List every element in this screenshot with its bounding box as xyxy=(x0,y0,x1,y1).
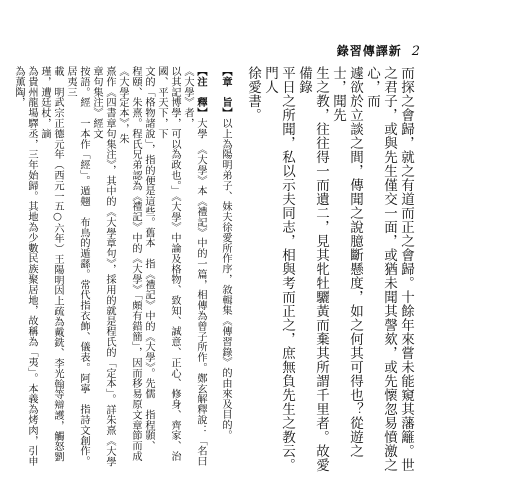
main-text-column: 生之教，往往得一而遺二，見其牝牡驪黃而棄其所謂千里者。故愛備錄 xyxy=(296,66,329,472)
notes-line xyxy=(181,66,207,476)
notes-line: 載 明武宗正德元年（西元一五○六年）王陽明因上疏為戴銑、李光翰等辯護，觸怒劉瑾，遭廷杖，謫 xyxy=(39,66,63,462)
notes-line: 以其記博學，可以為政也。」《大學》中論及格物、致知、誠意、正心、修身、齊家、治國、平天下，下 xyxy=(156,66,180,462)
notes-line: 文的「格物諸說」，指的便是這些。舊本 指《禮記》中的《大學》。先儒 指程顥、 xyxy=(143,66,154,451)
zhangzhi-text: 以上為陽明弟子、妹夫徐愛所作序，敘輯集《傳習錄》的由來及目的。 xyxy=(220,118,231,441)
main-text-column: 遽欲於立談之間，傳聞之說臆斷懸度，如之何其可得也？從遊之士，聞先 xyxy=(330,66,363,458)
notes-label: 【注 釋】 xyxy=(195,66,206,118)
page-number: 2 xyxy=(411,44,420,59)
main-text-column: 徐愛書。 xyxy=(245,66,261,122)
zhangzhi-label: 【章 旨】 xyxy=(220,66,231,118)
notes-text: 大學 《大學》本《禮記》中的一篇，相傳為曾子所作。鄭玄解釋說：「名曰《大學》者， xyxy=(182,66,206,467)
notes-line: 為貴州龍場驛丞，三年始歸。其地為少數民族聚居地，故稱為「夷」。本義為烤肉，引申為薰陶， xyxy=(13,66,37,467)
notes-line: 按語。經 一本作「經」。遁翹 布鳥的遁繇。常代指衣飾、儀表。阿寧 指詩文創作。居夷三 xyxy=(65,66,89,467)
notes-line: 熹作《四書章句集注》，其中的《大學章句》，採用的就是程氏的「定本」。詳朱熹《大學章句集注》經文 xyxy=(91,66,115,467)
zhangzhi-section xyxy=(219,66,232,476)
notes-line: 程頤、朱熹。程氏兄弟認為《禮記》中的《大學》「頗有錯簡」，因而移易原文章節而成《大學定本》，朱 xyxy=(117,66,141,462)
main-text-column: 平日之所聞，私以示夫同志，相與考而正之，庶無負先生之教云。門人 xyxy=(262,66,295,472)
main-text-column: 而探之會歸，就之有道而正之會歸。十餘年來嘗未能窺其藩籬。世 xyxy=(398,66,414,472)
running-title: 錄習傳譯新 xyxy=(336,44,402,58)
page-header xyxy=(330,42,420,59)
main-text-column: 之君子，或與先生僅交一面，或猶未聞其謦欬，或先懷忽易憤激之心，而 xyxy=(364,66,397,472)
vertical-text-body xyxy=(13,66,414,476)
